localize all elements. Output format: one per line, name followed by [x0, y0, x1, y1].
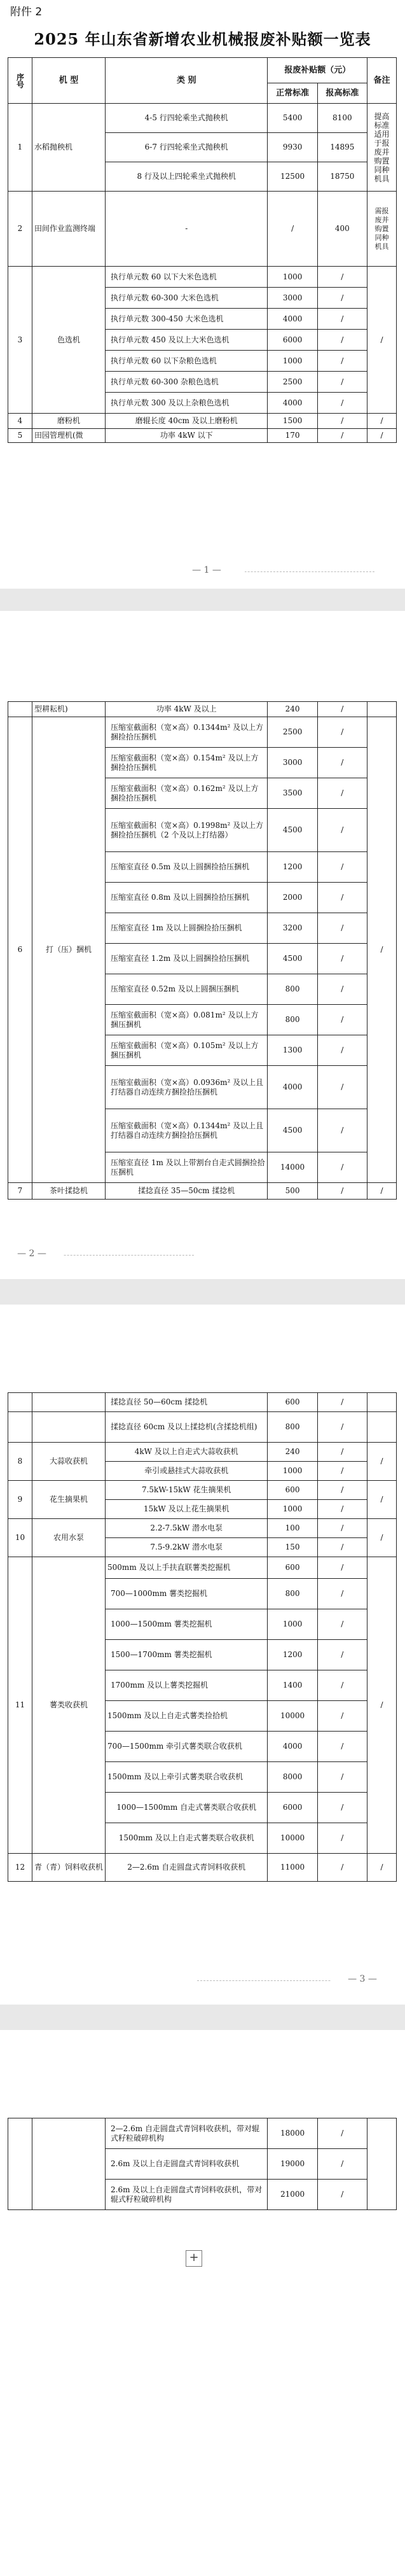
table-row: 6 打（压）捆机 压缩室截面积（宽×高）0.1344m² 及以上方捆捡拾压捆机 2500 / /: [8, 717, 397, 748]
table-row: 1000—1500mm 薯类挖掘机 1000 /: [8, 1609, 397, 1640]
subsidy-table-page-3: [8, 1392, 397, 1882]
page-1: [0, 0, 405, 589]
header-category: 类 别: [106, 58, 268, 104]
page-number: — 1 —: [168, 565, 245, 575]
header-high: 报高标准: [317, 83, 367, 104]
table-row: 压缩室截面积（宽×高）0.1344m² 及以上且打结器自动连续方捆捡拾压捆机 4500 /: [8, 1109, 397, 1152]
table-row: 压缩室截面积（宽×高）0.105m² 及以上方捆压捆机 1300 /: [8, 1035, 397, 1066]
table-row: 压缩室直径 0.5m 及以上圆捆捡拾压捆机 1200 /: [8, 852, 397, 883]
table-row: 700—1500mm 牵引式薯类联合收获机 4000 /: [8, 1732, 397, 1762]
table-row: 型耕耘机) 功率 4kW 及以上 240 /: [8, 702, 397, 717]
table-row: 1500mm 及以上自走式薯类联合收获机 10000 /: [8, 1823, 397, 1854]
page-3: [0, 1305, 405, 2005]
table-row: 700—1000mm 薯类挖掘机 800 /: [8, 1579, 397, 1609]
table-row: 5 田园管理机(微 功率 4kW 以下 170 / /: [8, 429, 397, 443]
page-4: [0, 2030, 405, 2576]
table-row: 压缩室截面积（宽×高）0.081m² 及以上方捆压捆机 800 /: [8, 1005, 397, 1035]
table-row: 压缩室直径 1m 及以上带割台自走式圆捆捡拾压捆机 14000 /: [8, 1152, 397, 1183]
table-row: 1000—1500mm 自走式薯类联合收获机 6000 /: [8, 1793, 397, 1823]
table-row: 压缩室直径 0.52m 及以上圆捆压捆机 800 /: [8, 974, 397, 1005]
table-row: 执行单元数 300-450 大米色选机 4000 /: [8, 309, 397, 330]
page-number: — 3 —: [331, 1974, 394, 1984]
table-row: 执行单元数 60-300 大米色选机 3000 /: [8, 288, 397, 309]
table-row: 压缩室直径 0.8m 及以上圆捆捡拾压捆机 2000 /: [8, 883, 397, 913]
table-row: 压缩室截面积（宽×高）0.162m² 及以上方捆捡拾压捆机 3500 /: [8, 778, 397, 809]
table-row: 8 大蒜收获机 4kW 及以上自走式大蒜收获机 240 / /: [8, 1443, 397, 1462]
table-row: 15kW 及以上花生摘果机 1000 /: [8, 1500, 397, 1519]
table-row: 揉捻直径 50—60cm 揉捻机 600 /: [8, 1393, 397, 1412]
table-row: 压缩室截面积（宽×高）0.154m² 及以上方捆捡拾压捆机 3000 /: [8, 748, 397, 778]
table-row: 2—2.6m 自走圆盘式青饲料收获机，带对辊式籽粒破碎机构 18000 /: [8, 2118, 397, 2149]
table-row: 压缩室直径 1m 及以上圆捆捡拾压捆机 3200 /: [8, 913, 397, 944]
table-row: 6-7 行四轮乘坐式抛秧机 9930 14895: [8, 133, 397, 162]
table-row: 2.6m 及以上自走圆盘式青饲料收获机，带对辊式籽粒破碎机构 21000 /: [8, 2180, 397, 2210]
header-remark: 备注: [367, 58, 396, 104]
table-row: 3 色选机 执行单元数 60 以下大米色选机 1000 / /: [8, 267, 397, 288]
table-row: 4 磨粉机 磨辊长度 40cm 及以上磨粉机 1500 / /: [8, 414, 397, 429]
table-row: 执行单元数 450 及以上大米色选机 6000 /: [8, 330, 397, 351]
table-row: 7.5-9.2kW 潜水电泵 150 /: [8, 1538, 397, 1557]
table-row: 执行单元数 60-300 杂粮色选机 2500 /: [8, 372, 397, 393]
table-row: 2 田间作业监测终端 - / 400 需报废并购置同种机具: [8, 192, 397, 267]
attachment-label: 附件 2: [10, 6, 43, 18]
table-row: 12 青（青）饲料收获机 2—2.6m 自走圆盘式青饲料收获机 11000 / /: [8, 1854, 397, 1882]
page-title: 2025 年山东省新增农业机械报废补贴额一览表: [34, 30, 371, 48]
table-row: 揉捻直径 60cm 及以上揉捻机(含揉捻机组) 800 /: [8, 1412, 397, 1443]
table-row: 1700mm 及以上薯类挖掘机 1400 /: [8, 1670, 397, 1701]
subsidy-table-page-4: [8, 2118, 397, 2210]
table-row: 11 薯类收获机 500mm 及以上手扶直联薯类挖掘机 600 / /: [8, 1557, 397, 1579]
subsidy-table-page-1: [8, 57, 397, 443]
table-row: 压缩室截面积（宽×高）0.1998m² 及以上方捆捡拾压捆机（2 个及以上打结器） 4500 /: [8, 809, 397, 852]
table-row: 1 水稻抛秧机 4-5 行四轮乘坐式抛秧机 5400 8100 提高标准适用于报废并购置同种机具: [8, 104, 397, 133]
table-row: 执行单元数 60 以下杂粮色选机 1000 /: [8, 351, 397, 372]
subsidy-table-page-2: [8, 701, 397, 1200]
header-seq: 序号: [8, 58, 32, 104]
expand-button[interactable]: +: [186, 2250, 202, 2267]
table-row: 8 行及以上四轮乘坐式抛秧机 12500 18750: [8, 162, 397, 192]
table-row: 牵引或悬挂式大蒜收获机 1000 /: [8, 1462, 397, 1481]
page-number: — 2 —: [0, 1249, 64, 1259]
table-row: 10 农用水泵 2.2-7.5kW 潜水电泵 100 / /: [8, 1519, 397, 1538]
table-row: 1500mm 及以上牵引式薯类联合收获机 8000 /: [8, 1762, 397, 1793]
header-normal: 正常标准: [268, 83, 317, 104]
header-subsidy-group: 报废补贴额（元）: [268, 58, 367, 83]
page-2: [0, 611, 405, 1279]
table-row: 9 花生摘果机 7.5kW-15kW 花生摘果机 600 / /: [8, 1481, 397, 1500]
table-row: 7 茶叶揉捻机 揉捻直径 35—50cm 揉捻机 500 / /: [8, 1183, 397, 1200]
table-row: 执行单元数 300 及以上杂粮色选机 4000 /: [8, 393, 397, 414]
table-row: 压缩室直径 1.2m 及以上圆捆捡拾压捆机 4500 /: [8, 944, 397, 974]
table-row: 1500—1700mm 薯类挖掘机 1200 /: [8, 1640, 397, 1670]
table-row: 2.6m 及以上自走圆盘式青饲料收获机 19000 /: [8, 2149, 397, 2180]
table-row: 压缩室截面积（宽×高）0.0936m² 及以上且打结器自动连续方捆捡拾压捆机 4000 /: [8, 1066, 397, 1109]
header-name: 机 型: [32, 58, 105, 104]
table-row: 1500mm 及以上自走式薯类捡拾机 10000 /: [8, 1701, 397, 1732]
